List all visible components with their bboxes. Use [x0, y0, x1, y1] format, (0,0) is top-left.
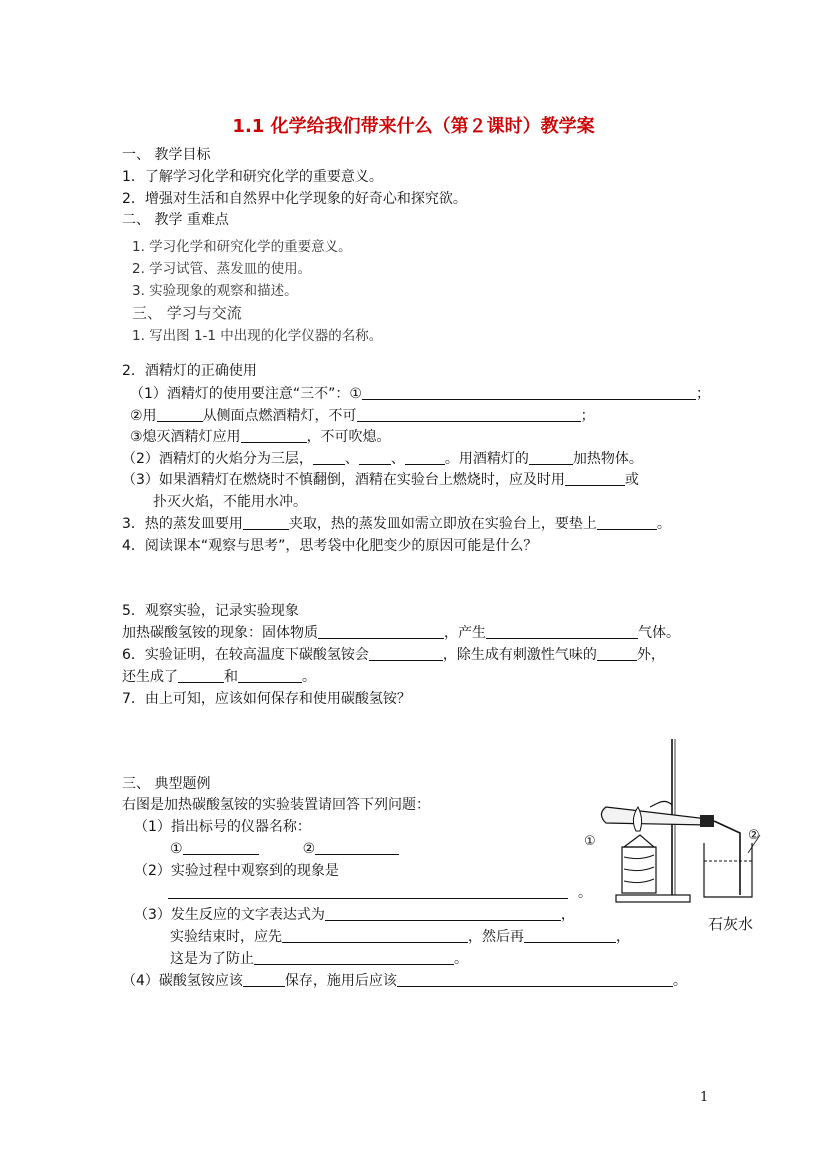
- answer-blank[interactable]: [313, 450, 345, 465]
- question-text: （3）如果酒精灯在燃烧时不慎翻倒，酒精在实验台上燃烧时，应及时用: [122, 472, 565, 488]
- answer-blank[interactable]: [243, 972, 285, 987]
- question-text: ，除生成有刺激性气味的: [442, 647, 597, 663]
- question-text: 保存，施用后应该: [284, 973, 397, 989]
- answer-blank[interactable]: [486, 624, 638, 639]
- question-text: （3）发生反应的文字表达式为: [134, 907, 325, 923]
- question-2: 2．酒精灯的正确使用: [122, 363, 257, 379]
- lamp-texture: [624, 855, 654, 883]
- question-1: 1. 写出图 1-1 中出现的化学仪器的名称。: [132, 328, 383, 344]
- question-2-3: [130, 428, 391, 446]
- question-3: [122, 515, 671, 533]
- beaker: [704, 843, 752, 897]
- page-title: 1.1 化学给我们带来什么（第２课时）教学案: [232, 116, 595, 137]
- objective-item: 1．了解学习化学和研究化学的重要意义。: [122, 169, 383, 185]
- example-question-1: （1）指出标号的仪器名称：: [134, 819, 311, 835]
- question-text: 还生成了: [122, 669, 178, 685]
- question-text: 加热物体。: [572, 451, 643, 467]
- question-text: ③熄灭酒精灯应用: [130, 429, 241, 445]
- question-text: 6．实验证明，在较高温度下碳酸氢铵会: [122, 647, 369, 663]
- question-2-5: [122, 471, 639, 489]
- answer-blank[interactable]: [597, 646, 637, 661]
- question-text: 。: [672, 973, 687, 989]
- example-question-1-blanks: [170, 840, 399, 858]
- answer-blank[interactable]: [168, 884, 568, 899]
- question-text: ，: [560, 907, 575, 923]
- example-question-3-2: [170, 928, 630, 946]
- example-question-4: [122, 972, 687, 990]
- question-text: （1）酒精灯的使用要注意“三不”：①: [130, 386, 362, 402]
- section-heading-key-points: 二、 教学 重难点: [122, 212, 229, 228]
- question-text: ，产生: [444, 625, 486, 641]
- question-7: 7．由上可知，应该如何保存和使用碳酸氢铵？: [122, 691, 411, 707]
- question-text: 夹取，热的蒸发皿如需立即放在实验台上，要垫上: [288, 516, 597, 532]
- question-5-1: [122, 624, 680, 642]
- question-6-2: [122, 668, 316, 686]
- question-2-4: [122, 450, 643, 468]
- marker-1: ①: [170, 841, 183, 857]
- question-text: （4）碳酸氢铵应该: [122, 973, 243, 989]
- question-text: ，不可吹熄。: [306, 429, 391, 445]
- question-text: 外，: [636, 647, 665, 663]
- question-text: 从侧面点燃酒精灯，不可: [202, 408, 357, 424]
- answer-blank[interactable]: [254, 950, 454, 965]
- question-text: 、: [344, 451, 359, 467]
- question-text: 。: [656, 516, 671, 532]
- question-text: 3．热的蒸发皿要用: [122, 516, 243, 532]
- section-heading-study: 三、 学习与交流: [132, 304, 242, 322]
- question-2-1: [130, 385, 710, 403]
- section-heading-example: 三、 典型题例: [122, 776, 211, 792]
- key-point-item: 1. 学习化学和研究化学的重要意义。: [132, 239, 352, 255]
- example-question-2: （2）实验过程中观察到的现象是: [134, 863, 339, 879]
- question-text: 实验结束时，应先: [170, 929, 282, 945]
- answer-blank[interactable]: [282, 928, 468, 943]
- answer-blank[interactable]: [241, 428, 307, 443]
- question-4: 4．阅读课本“观察与思考”，思考袋中化肥变少的原因可能是什么？: [122, 538, 538, 554]
- section-heading-objectives: 一、 教学目标: [122, 147, 211, 163]
- question-text: 气体。: [638, 625, 680, 641]
- heating-apparatus-figure: [580, 735, 770, 935]
- question-2-6: 扑灭火焰，不能用水冲。: [153, 494, 307, 510]
- question-5: 5．观察实验，记录实验现象: [122, 603, 299, 619]
- example-question-3: [134, 906, 575, 924]
- question-text: 这是为了防止: [170, 951, 254, 967]
- answer-blank[interactable]: [318, 624, 444, 639]
- page-number: 1: [700, 1090, 709, 1105]
- delivery-tube: [714, 821, 740, 895]
- answer-blank[interactable]: [405, 450, 445, 465]
- answer-blank[interactable]: [357, 407, 581, 422]
- question-text: ；: [695, 386, 710, 402]
- question-text: 或: [624, 472, 639, 488]
- answer-blank[interactable]: [243, 515, 289, 530]
- answer-blank[interactable]: [597, 515, 657, 530]
- question-2-2: [130, 407, 595, 425]
- answer-blank[interactable]: [369, 646, 443, 661]
- figure-label-1: ①: [584, 834, 596, 849]
- answer-blank[interactable]: [529, 450, 573, 465]
- marker-2: ②: [302, 841, 316, 857]
- figure-caption-limewater: 石灰水: [708, 915, 754, 933]
- answer-blank[interactable]: [238, 668, 302, 683]
- answer-blank[interactable]: [359, 450, 391, 465]
- answer-blank[interactable]: [362, 385, 696, 400]
- question-text: 。: [302, 669, 316, 685]
- lamp-cap: [624, 835, 654, 847]
- question-text: ；: [580, 408, 595, 424]
- question-text: ，然后再: [468, 929, 524, 945]
- answer-blank[interactable]: [157, 407, 203, 422]
- question-text: 。: [454, 951, 468, 967]
- question-text: 。用酒精灯的: [444, 451, 529, 467]
- clamp: [650, 801, 672, 807]
- answer-blank[interactable]: [315, 840, 399, 855]
- question-text: 。: [578, 885, 592, 901]
- question-text: 加热碳酸氢铵的现象：固体物质: [122, 625, 318, 641]
- answer-blank[interactable]: [397, 972, 673, 987]
- answer-blank[interactable]: [325, 906, 561, 921]
- example-question-3-3: [170, 950, 468, 968]
- key-point-item: 2. 学习试管、蒸发皿的使用。: [132, 261, 312, 277]
- stopper: [700, 815, 714, 827]
- example-intro: 右图是加热碳酸氢铵的实验装置请回答下列问题：: [122, 797, 430, 813]
- example-question-2-answer: [168, 884, 592, 902]
- objective-item: 2．增强对生活和自然界中化学现象的好奇心和探究欲。: [122, 191, 467, 207]
- figure-label-2: ②: [748, 828, 760, 843]
- question-text: ，: [616, 929, 630, 945]
- question-6: [122, 646, 665, 664]
- question-text: 、: [390, 451, 405, 467]
- question-text: （2）酒精灯的火焰分为三层，: [122, 451, 313, 467]
- answer-blank[interactable]: [178, 668, 224, 683]
- test-tube: [601, 807, 708, 825]
- answer-blank[interactable]: [183, 840, 259, 855]
- question-text: 和: [224, 669, 238, 685]
- question-text: ②用: [130, 408, 157, 424]
- answer-blank[interactable]: [565, 471, 625, 486]
- stand-base: [616, 895, 690, 902]
- key-point-item: 3. 实验现象的观察和描述。: [132, 283, 298, 299]
